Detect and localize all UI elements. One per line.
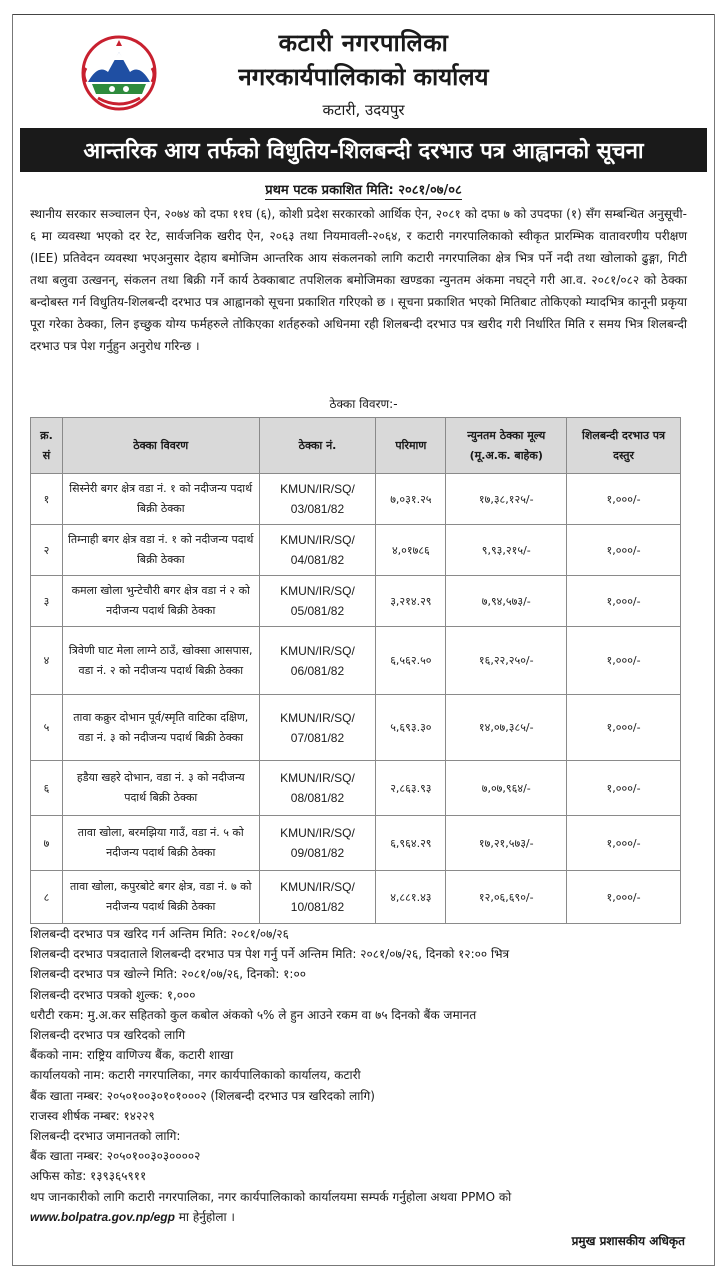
municipality-name: कटारी नगरपालिका	[278, 29, 449, 57]
row-contract-no: KMUN/IR/SQ/ 03/081/82	[259, 474, 376, 525]
table-row	[31, 871, 681, 924]
row-min-amount: ७,९४,५७३/-	[446, 576, 567, 627]
row-fee: १,०००/-	[567, 871, 681, 924]
row-min-amount: १६,२२,२५०/-	[446, 627, 567, 695]
col-header-contract-no: ठेक्का नं.	[259, 418, 376, 474]
col-header-min-amount: न्युनतम ठेक्का मूल्य (मू.अ.क. बाहेक)	[446, 418, 567, 474]
bank-account-purchase: बैंक खाता नम्बर: २०५०१००३०१०१०००२ (शिलबन्दी दरभाउ पत्र खरिदको लागि)	[30, 1088, 375, 1103]
row-sn: ६	[31, 761, 63, 816]
tender-table	[30, 417, 681, 924]
row-description: त्रिवेणी घाट मेला लाग्ने ठाउँ, खोक्सा आसपास, वडा नं. २ को नदीजन्य पदार्थ बिक्री ठेक्का	[62, 627, 259, 695]
table-row	[31, 576, 681, 627]
signature-title: प्रमुख प्रशासकीय अधिकृत	[571, 1234, 685, 1248]
contact-line	[30, 1187, 687, 1227]
row-sn: १	[31, 474, 63, 525]
col-header-fee: शिलबन्दी दरभाउ पत्र दस्तुर	[567, 418, 681, 474]
purchase-deadline: शिलबन्दी दरभाउ पत्र खरिद गर्न अन्तिम मिति: २०८१/०७/२६	[30, 927, 289, 941]
row-quantity: ७,०३१.२५	[376, 474, 446, 525]
row-fee: १,०००/-	[567, 576, 681, 627]
table-row	[31, 695, 681, 761]
row-contract-no: KMUN/IR/SQ/ 04/081/82	[259, 525, 376, 576]
row-fee: १,०००/-	[567, 816, 681, 871]
row-min-amount: १७,३८,१२५/-	[446, 474, 567, 525]
tender-details	[30, 924, 687, 1227]
row-sn: ४	[31, 627, 63, 695]
row-contract-no: KMUN/IR/SQ/ 10/081/82	[259, 871, 376, 924]
row-description: हडैया खहरे दोभान, वडा नं. ३ को नदीजन्य पदार्थ बिक्री ठेक्का	[62, 761, 259, 816]
row-min-amount: १२,०६,६९०/-	[446, 871, 567, 924]
col-header-quantity: परिमाण	[376, 418, 446, 474]
col-header-sn: क्र. सं	[31, 418, 63, 474]
row-quantity: ६,९६४.२९	[376, 816, 446, 871]
publication-date	[0, 180, 727, 198]
intro-paragraph: स्थानीय सरकार सञ्चालन ऐन, २०७४ को दफा ११घ (६), कोशी प्रदेश सरकारको आर्थिक ऐन, २०८१ को दफा ७ को उपदफा (१) सँग सम्बन्धित अनुसूची- ६ मा व्यवस्था भएको दर रेट, सार्वजनिक खरीद ऐन, २०६३ तथा नियमावली-२०६४, र कटारी नगरपालिकाको स्वीकृत प्रारम्भिक वातावरणीय परीक्षण (IEE) प्रतिवेदन व्यवस्था भएअनुसार देहाय बमोजिम आन्तरिक आय संकलनको लागि कटारी नगरपालिका क्षेत्र भित्र पर्ने नदी तथा खोलाको ढुङ्गा, गिटी तथा बलुवा उत्खनन्, संकलन तथा बिक्री गर्ने कार्य ठेक्काबाट तपशिलक बमोजिमका खण्डका न्युनतम अंकमा नघट्ने गरी आ.व. २०८१/०८२ को ठेक्का बन्दोबस्त गर्न विधुतिय-शिलबन्दी दरभाउ पत्र आह्वानको सूचना प्रकाशित गरिएको छ । सूचना प्रकाशित भएको मितिबाट तोकिएको म्यादभित्र कानूनी प्रकृया पूरा गरेका ठेक्का, लिन इच्छुक योग्य फर्महरुले तोकिएका शर्तहरुको अधिनमा रही शिलबन्दी दरभाउ पत्र खरीद गरी निर्धारित मिति र समय भित्र शिलबन्दी दरभाउ पत्र पेश गर्नुहुन अनुरोध गरिन्छ ।	[30, 207, 687, 353]
row-contract-no: KMUN/IR/SQ/ 07/081/82	[259, 695, 376, 761]
border-right	[714, 14, 715, 1266]
office-name-line: कार्यालयको नाम: कटारी नगरपालिका, नगर कार्यपालिकाको कार्यालय, कटारी	[30, 1068, 361, 1083]
col-header-description: ठेक्का विवरण	[62, 418, 259, 474]
row-contract-no: KMUN/IR/SQ/ 08/081/82	[259, 761, 376, 816]
border-top	[12, 14, 715, 15]
row-fee: १,०००/-	[567, 695, 681, 761]
revenue-head: राजस्व शीर्षक नम्बर: १४२२९	[30, 1108, 155, 1123]
row-fee: १,०००/-	[567, 474, 681, 525]
security-heading: शिलबन्दी दरभाउ जमानतको लागि:	[30, 1129, 181, 1144]
row-quantity: ६,५६२.५०	[376, 627, 446, 695]
security-amount: धरौटी रकम: मु.अ.कर सहितको कुल कबोल अंकको ५% ले हुन आउने रकम वा ७५ दिनको बैंक जमानत	[30, 1007, 477, 1022]
row-description: सिस्नेरी बगर क्षेत्र वडा नं. १ को नदीजन्य पदार्थ बिक्री ठेक्का	[62, 474, 259, 525]
row-fee: १,०००/-	[567, 761, 681, 816]
table-caption: ठेक्का विवरण:-	[329, 397, 398, 411]
row-description: तावा खोला, बरमझिया गाउँ, वडा नं. ५ को नदीजन्य पदार्थ बिक्री ठेक्का	[62, 816, 259, 871]
row-sn: २	[31, 525, 63, 576]
row-min-amount: १७,२१,५७३/-	[446, 816, 567, 871]
contact-suffix: मा हेर्नुहोला ।	[174, 1209, 235, 1224]
row-contract-no: KMUN/IR/SQ/ 06/081/82	[259, 627, 376, 695]
row-fee: १,०००/-	[567, 627, 681, 695]
row-description: तावा खोला, कपुरबोटे बगर क्षेत्र, वडा नं. ७ को नदीजन्य पदार्थ बिक्री ठेक्का	[62, 871, 259, 924]
bank-account-security: बैंक खाता नम्बर: २०५०१००३०३००००२	[30, 1149, 201, 1164]
table-row	[31, 525, 681, 576]
row-quantity: ३,२१४.२९	[376, 576, 446, 627]
row-description: कमला खोला भुन्टेचौरी बगर क्षेत्र वडा नं २ को नदीजन्य पदार्थ बिक्री ठेक्का	[62, 576, 259, 627]
bank-name: बैंकको नाम: राष्ट्रिय वाणिज्य बैंक, कटारी शाखा	[30, 1048, 234, 1063]
row-quantity: ५,६९३.३०	[376, 695, 446, 761]
row-sn: ५	[31, 695, 63, 761]
tender-fee: शिलबन्दी दरभाउ पत्रको शुल्क: १,०००	[30, 987, 196, 1002]
row-sn: ७	[31, 816, 63, 871]
row-description: तावा कक्रुर दोभान पूर्व/स्मृति वाटिका दक्षिण, वडा नं. ३ को नदीजन्य पदार्थ बिक्री ठेक्का	[62, 695, 259, 761]
row-min-amount: ९,९३,२१५/-	[446, 525, 567, 576]
row-quantity: २,८६३.९३	[376, 761, 446, 816]
row-min-amount: ७,०७,९६४/-	[446, 761, 567, 816]
table-row	[31, 627, 681, 695]
table-row	[31, 761, 681, 816]
border-bottom	[12, 1265, 715, 1266]
row-fee: १,०००/-	[567, 525, 681, 576]
table-header-row	[31, 418, 681, 474]
row-quantity: ४,८८१.४३	[376, 871, 446, 924]
row-sn: ८	[31, 871, 63, 924]
notice-header	[20, 20, 707, 120]
row-contract-no: KMUN/IR/SQ/ 09/081/82	[259, 816, 376, 871]
contact-prefix: थप जानकारीको लागि कटारी नगरपालिका, नगर कार्यपालिकाको कार्यालयमा सम्पर्क गर्नुहोला अथवा PPMO को	[30, 1189, 512, 1204]
row-quantity: ४,०१७८६	[376, 525, 446, 576]
row-sn: ३	[31, 576, 63, 627]
purchase-heading: शिलबन्दी दरभाउ पत्र खरिदको लागि	[30, 1028, 186, 1043]
office-name: नगरकार्यपालिकाको कार्यालय	[238, 63, 489, 91]
office-location: कटारी, उदयपुर	[322, 101, 405, 119]
row-min-amount: १४,०७,३८५/-	[446, 695, 567, 761]
office-code: अफिस कोड: १३९३६५९११	[30, 1169, 147, 1184]
table-row	[31, 474, 681, 525]
row-contract-no: KMUN/IR/SQ/ 05/081/82	[259, 576, 376, 627]
row-description: तिम्नाही बगर क्षेत्र वडा नं. १ को नदीजन्य पदार्थ बिक्री ठेक्का	[62, 525, 259, 576]
notice-title-banner: आन्तरिक आय तर्फको विधुतिय-शिलबन्दी दरभाउ पत्र आह्वानको सूचना	[20, 128, 707, 172]
table-row	[31, 816, 681, 871]
publication-date-text: प्रथम पटक प्रकाशित मिति: २०८१/०७/०८	[265, 183, 462, 198]
submission-deadline: शिलबन्दी दरभाउ पत्रदाताले शिलबन्दी दरभाउ पत्र पेश गर्नु पर्ने अन्तिम मिति: २०८१/०७/२६, दिनको १२:०० भित्र	[30, 947, 510, 962]
egp-link[interactable]: www.bolpatra.gov.np/egp	[30, 1209, 175, 1224]
opening-date: शिलबन्दी दरभाउ पत्र खोल्ने मिति: २०८१/०७/२६, दिनको: १:००	[30, 967, 306, 982]
border-left	[12, 14, 13, 1266]
